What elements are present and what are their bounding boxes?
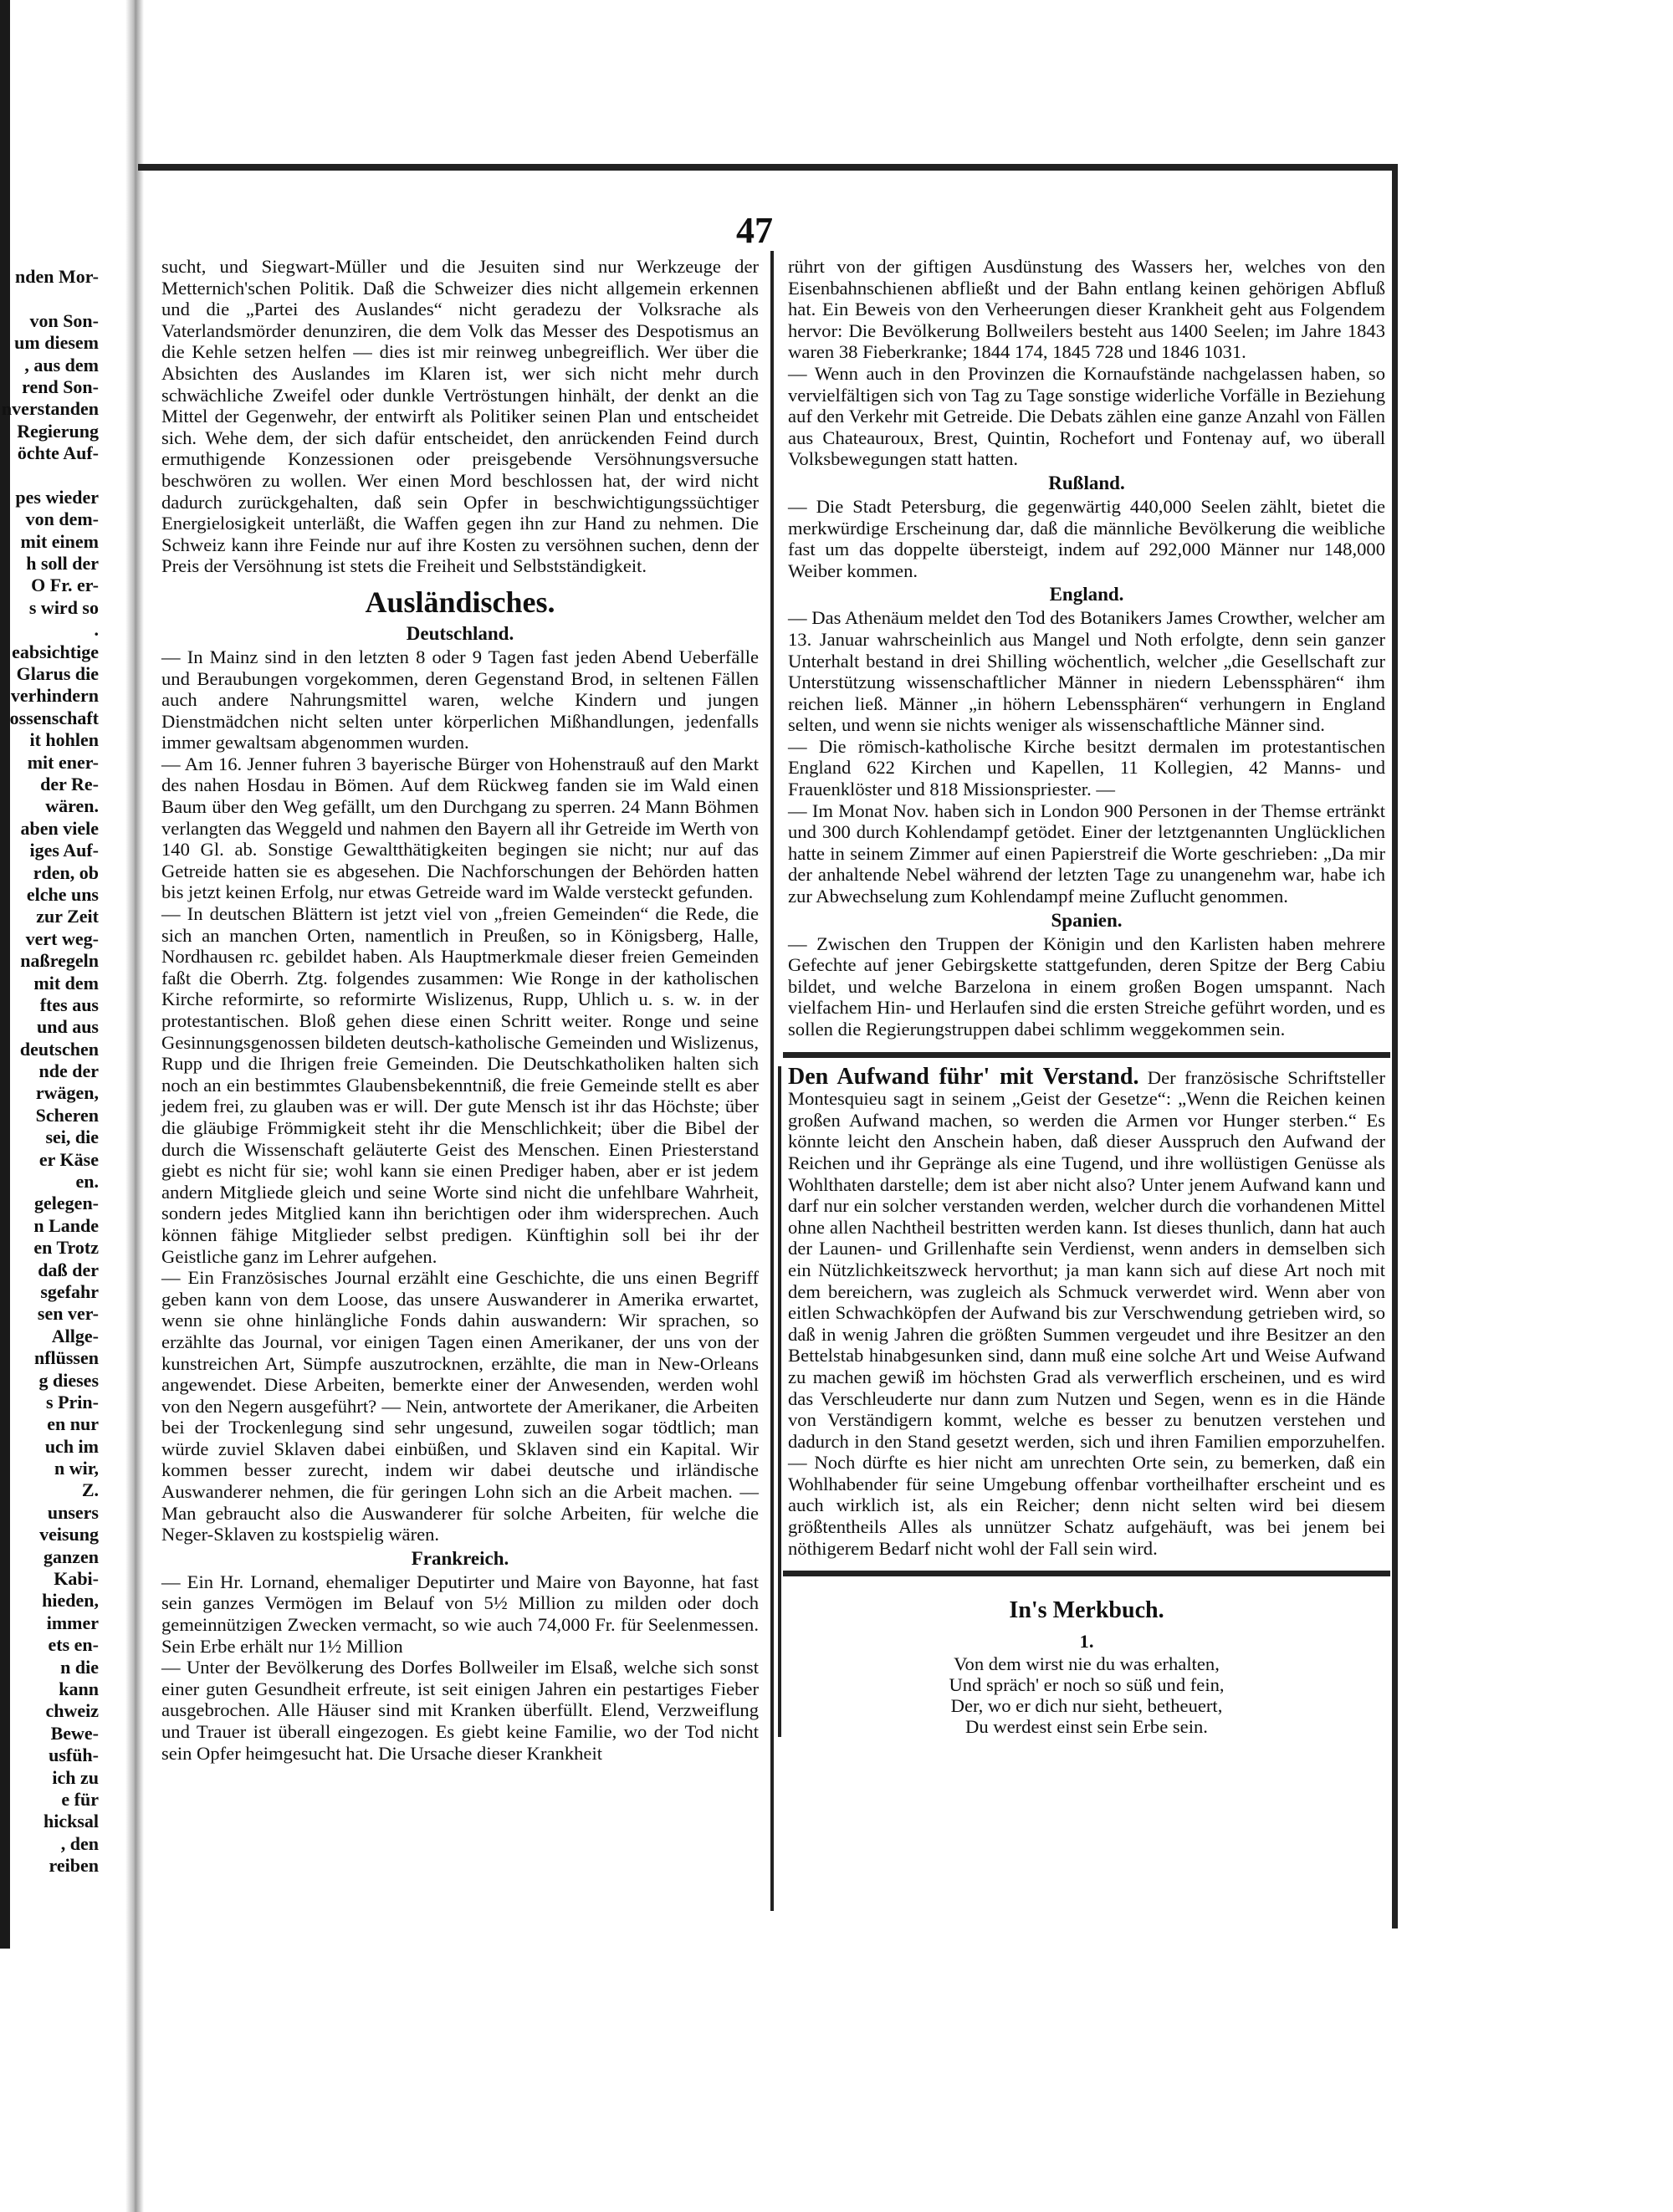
poem-line: Du werdest einst sein Erbe sein. [965,1716,1208,1738]
essay-box [778,1063,1385,1738]
column-rule [770,251,774,1911]
poem-title: In's Merkbuch. [1009,1597,1164,1624]
fragment-line [0,288,99,309]
article-paragraph: — Die Stadt Petersburg, die gegenwärtig 440,000 Seelen zählt, bietet die merkwürdige Erscheinung dar, daß die männliche Bevölkerung die weibliche fast um das doppelte übersteigt, indem auf 292,000 Männer nur 148,000 Weiber kommen. [788,495,1385,581]
page-gutter-shadow [125,0,144,2212]
fragment-line: pes wieder [15,486,99,508]
fragment-line: zur Zeit [36,906,99,927]
article-paragraph: — Die römisch-katholische Kirche besitzt dermalen im protestantischen England 622 Kirchen und Kapellen, 11 Kollegien, 42 Manns- und Frauenklöster und 818 Missionspriester. — [788,735,1385,800]
fragment-line: und aus [36,1016,99,1038]
fragment-line: deutschen [19,1038,99,1060]
fragment-line: reiben [49,1855,99,1877]
fragment-line: er Käse [38,1148,99,1170]
fragment-line: en nur [47,1413,99,1435]
intro-paragraph: sucht, und Siegwart-Müller und die Jesuiten sind nur Werkzeuge der Metternich'schen Politik. Daß die Schweizer dies nicht allgemein erkennen und die „Partei des Auslandes“ nicht geradezu der Volksrache als Vaterlandsmörder denunziren, die dem Volk das Messer des Despotismus an die Kehle setzen helfen — dies ist mir reinweg unbegreiflich. Wer über die Absichten des Auslandes im Klaren ist, wer sich nicht mehr durch schwächliche Zweifel oder dunkle Vertröstungen hinhält, der denkt an die Mittel der Gegenwehr, der entwirft als Politiker seinen Plan und entscheidet sich. Wehe dem, der sich dafür entscheidet, den anrückenden Feind durch ermuthigende Konzessionen oder preisgebende Versöhnungsversuche beschwören zu wollen. Wer einen Mord beschlossen hat, der wird nicht dadurch zurückgehalten, daß sein Opfer in beschwichtigungssüchtiger Energielosigkeit unterläßt, die Waffen gegen ihn zur Hand zu nehmen. Die Schweiz kann ihre Feinde nur auf ihre Kosten zu versöhnen suchen, denn der Preis der Versöhnung ist stets die Freiheit und Selbstständigkeit. [161,256,759,577]
fragment-line: eabsichtige [12,641,99,662]
fragment-line: rwägen, [35,1082,99,1104]
fragment-line: Kabi- [54,1568,99,1590]
poem-line: Von dem wirst nie du was erhalten, [954,1653,1220,1675]
fragment-line: nde der [38,1060,99,1082]
subheading-spain: Spanien. [1051,909,1123,931]
fragment-line: n die [60,1656,99,1678]
fragment-line: . [94,619,99,641]
article-paragraph: — Unter der Bevölkerung des Dorfes Bollweiler im Elsaß, welche sich sonst einer guten Gesundheit erfreute, ist seit einigen Jahren ein pestartiges Fieber ausgebrochen. Alle Häuser sind mit Kranken überfüllt. Elend, Verzweiflung und Trauer ist überall eingezogen. Es giebt keine Familie, wo der Tod nicht sein Opfer heimgesucht hat. Die Ursache dieser Krankheit [161,1657,759,1764]
fragment-line: s wird so [28,596,99,618]
fragment-line: um diesem [14,332,99,354]
fragment-line: kann [59,1678,99,1699]
article-paragraph: — Das Athenäum meldet den Tod des Botanikers James Crowther, welcher am 13. Januar wahrscheinlich aus Mangel und Noth erfolgte, denn sein ganzer Unterhalt bestand in drei Shilling wöchentlich, welcher „die Gesellschaft zur Unterstützung wissenschaftlicher Männer in niedern Lebenssphären“ ihm reichen ließ. Männer „in höhern Lebenssphären“ verhungern in England selten, und wenn sie nichts weniger als wissenschaftliche Männer sind. [788,607,1385,736]
fragment-line: , den [60,1832,99,1854]
fragment-line: von Son- [29,309,99,331]
fragment-line: sei, die [45,1126,99,1148]
section-heading: Ausländisches. [365,585,555,619]
fragment-line: Allge- [51,1325,99,1346]
article-paragraph: — In Mainz sind in den letzten 8 oder 9 Tagen fast jeden Abend Ueberfälle und Beraubungen vorgekommen, deren Gegenstand Brod, in seltenen Fällen auch andere Nahrungsmittel waren, welche Kindern und jungen Dienstmädchen nicht selten unter körperlichen Mißhandlungen, jedenfalls immer gewaltsam abgenommen wurden. [161,646,759,754]
fragment-line: h soll der [26,553,99,575]
fragment-line: sgefahr [40,1280,99,1302]
fragment-line: en Trotz [33,1237,99,1259]
page-top-border [138,164,1397,171]
fragment-line: veisung [39,1524,99,1545]
fragment-line: ich zu [52,1766,99,1788]
fragment-line: daß der [38,1259,99,1280]
russia-articles [788,496,1385,581]
spain-articles [788,933,1385,1040]
france-articles-continued [788,256,1385,470]
subheading-england: England. [1049,584,1124,605]
fragment-line: gelegen- [34,1193,99,1214]
fragment-line: Z. [81,1479,99,1501]
fragment-line: ganzen [43,1545,99,1567]
fragment-line: mit einem [20,530,99,552]
fragment-line: ets en- [48,1634,99,1656]
fragment-line: rden, ob [33,861,99,883]
fragment-line: Glarus die [16,663,99,685]
fragment-line: wären. [45,795,99,817]
fragment-line: en. [75,1171,99,1193]
right-column [788,256,1385,1737]
fragment-line: e für [61,1788,99,1810]
fragment-line: unsers [47,1501,99,1523]
fragment-line: verhindern [10,685,99,707]
middle-column [161,256,759,1764]
fragment-line: rend Son- [22,375,99,397]
article-paragraph: — Ein Hr. Lornand, ehemaliger Deputirter und Maire von Bayonne, hat fast sein ganzes Vermögen im Belauf von 5½ Million zu milden oder doch gemeinnützigen Zwecken vermacht, so wie auch 74,000 Fr. für Seelenmessen. Sein Erbe erhält nur 1½ Million [161,1571,759,1657]
poem [788,1597,1385,1738]
poem-line: Und spräch' er noch so süß und fein, [949,1674,1225,1696]
poem-number: 1. [1079,1631,1094,1653]
fragment-line: naßregeln [20,950,99,972]
fragment-line: nverstanden [1,398,99,420]
subheading-russia: Rußland. [1048,472,1125,493]
france-articles [161,1571,759,1764]
poem-line: Der, wo er dich nur sieht, betheuert, [950,1695,1223,1717]
fragment-line: usfüh- [49,1745,99,1766]
section-divider [783,1571,1390,1576]
fragment-line: Scheren [35,1104,99,1126]
subheading-france: Frankreich. [411,1547,509,1569]
fragment-line: von dem- [25,508,99,530]
fragment-line: aben viele [20,817,99,839]
previous-page-fragment [0,266,99,1877]
fragment-line: der Re- [40,773,99,794]
fragment-line: , aus dem [24,354,99,375]
fragment-line: ftes aus [39,994,99,1015]
page-right-border [1392,164,1398,1928]
fragment-line: öchte Auf- [17,442,99,464]
article-paragraph: — Zwischen den Truppen der Königin und den Karlisten haben mehrere Gefechte auf jener Gebirgskette stattgefunden, deren Spitze der Berg Cabiu bildet, und welche Barzelona in einem großen Bogen umspannt. Nach vielfachem Hin- und Herlaufen sind die ersten Streiche geführt worden, und es sollen die Regierungstruppen dabei schlimm weggekommen sein. [788,932,1385,1040]
fragment-line: nflüssen [33,1347,99,1369]
article-paragraph: — Im Monat Nov. haben sich in London 900 Personen in der Themse ertränkt und 300 durch Kohlendampf getödet. Einer der letztgenannten Unglücklichen hatte in seinem Zimmer auf einen Papierstreif die Worte geschrieben: „Da mir der anhaltende Nebel während der letzten Tage zu unangenehm war, habe ich zur Abwechselung zum Kohlendampf meine Zuflucht genommen. [788,799,1385,907]
article-paragraph: — Am 16. Jenner fuhren 3 bayerische Bürger von Hohenstrauß auf den Markt des nahen Hosdau in Bömen. Auf dem Rückweg fanden sie im Wald einen Baum über den Weg gefällt, um den Durchgang zu sperren. 24 Mann Böhmen verlangten das Weggeld und nahmen den Bayern all ihr Getreide im Werth von 140 Gl. ab. Sonstige Gewaltthätigkeiten begingen sie nicht; nur auf das Getreide hatten sie es abgesehen. Die Nachforschungen der Behörden hatten bis jetzt keinen Erfolg, nur etwas Getreide ward im Walde versteckt gefunden. [161,753,759,903]
fragment-line: uch im [44,1435,99,1457]
fragment-line: Bewe- [50,1722,99,1744]
fragment-line: mit ener- [27,751,99,773]
fragment-line: O Fr. er- [31,575,99,596]
article-paragraph: — Ein Französisches Journal erzählt eine Geschichte, die uns einen Begriff geben kann von dem Loose, das unsere Auswanderer in Amerika erwartet, wenn sie ohne hinlängliche Fonds dahin auswandern: Wir sprachen, so erzählte das Journal, vor einigen Tagen einen Amerikaner, der uns von der kunstreichen Art, Sümpfe auszutrocknen, erzählte, die man in New-Orleans angewendet. Diese Arbeiten, bemerkte einer der Anwesenden, werden wohl von den Negern ausgeführt? — Nein, antwortete der Amerikaner, die Arbeiten bei der Trockenlegung sind sehr ungesund, zuweilen sogar tödtlich; man würde zuviel Sklaven dabei einbüßen, und Sklaven sind ein Kapital. Wir kommen besser zurecht, indem wir dabei deutsche und irländische Auswanderer nehmen, die für geringen Lohn sich an die Arbeit machen. — Man gebraucht also die Auswanderer für solche Arbeiten, für welche die Neger-Sklaven zu kostspielig wären. [161,1267,759,1545]
fragment-line: hieden, [42,1590,99,1612]
germany-articles [161,646,759,1545]
fragment-line: iges Auf- [29,840,99,861]
fragment-line: sen ver- [37,1303,99,1325]
fragment-line: it hohlen [29,729,99,751]
fragment-line [0,465,99,487]
essay-body: Der französische Schriftsteller Montesquieu sagt in seinem „Geist der Gesetze“: „Wenn die Reichen keinen großen Aufwand machen, so werden die Armen vor Hunger sterben.“ Es könnte leicht den Anschein haben, daß dieser Ausspruch den Aufwand der Reichen und ihr Gepränge als eine Tugend, und ihre wollüstigen Genüsse als Wohlthaten darstelle; dem ist aber nicht also? Unter jenem Aufwand kann und darf nur ein solcher verstanden werden, welcher durch die vorhandenen Mittel ohne allen Nachtheil bestritten werden kann. Ist dieses thunlich, dann hat auch der Launen- und Grillenhafte sein Verdienst, wenn anders in demselben sich ein Nützlichkeitszweck hervorthut; ja man kann sich auf diese Art noch mit dem bereichern, was zugleich als Schmuck verwerdet wird. Wenn aber von eitlen Schwachköpfen der Aufwand bis zur Verschwendung getrieben wird, so daß in wenig Jahren die größten Summen vergeudet und ihre Besitzer an den Bettelstab hinabgesunken sind, dann muß eine solche Art und Weise Aufwand zu machen gewiß im höchsten Grad als verwerflich erscheinen, und es wird das Verschleuderte nur dann zum Nutzen und Segen, wenn es in die Hände von Verständigern kommt, welche es besser zu benutzen verstehen und dadurch in den Stand gesetzt werden, sich und ihren Familien emporzuhelfen. — Noch dürfte es hier nicht am unrechten Orte sein, zu bemerken, daß ein Wohlhabender für seine Umgebung offenbar vortheilhafter erscheint und es auch wirklich ist, als ein Reicher; denn nicht selten wird bei diesem größtentheils Alles als unnützer Schatz aufgehäuft, was bei jenem bei nöthigerem Bedarf nicht wohl der Fall sein wird. [788,1066,1385,1559]
fragment-line: Regierung [17,420,99,442]
fragment-line: n Lande [33,1214,99,1236]
fragment-line: ossenschaft [9,707,99,728]
section-divider [783,1052,1390,1058]
fragment-line: g dieses [38,1369,99,1391]
fragment-line: nden Mor- [14,266,99,287]
subheading-germany: Deutschland. [406,622,514,644]
article-paragraph: rührt von der giftigen Ausdünstung des Wassers her, welches von den Eisenbahnschienen abfließt und der Bahn entlang keinen gehörigen Abfluß hat. Ein Beweis von den Verheerungen dieser Krankheit geht aus Folgendem hervor: Die Bevölkerung Bollweilers besteht aus 1400 Seelen; im Jahre 1843 waren 38 Fieberkranke; 1844 174, 1845 728 und 1846 1031. [788,256,1385,363]
england-articles [788,607,1385,907]
fragment-line: elche uns [26,883,99,905]
essay-title: Den Aufwand führ' mit Verstand. [788,1063,1139,1090]
poem-lines [788,1653,1385,1737]
fragment-line: immer [46,1612,99,1633]
fragment-line: vert weg- [25,927,99,949]
fragment-line: chweiz [45,1700,99,1722]
article-paragraph: — Wenn auch in den Provinzen die Kornaufstände nachgelassen haben, so vervielfältigen sich von Tag zu Tage sonstige widerliche Vorfälle in Beziehung auf den Verkehr mit Getreide. Die Debats zählen eine ganze Anzahl von Fällen aus Chateauroux, Brest, Quintin, Rochefort und Fontenay auf, wo überall Volksbewegungen statt hatten. [788,362,1385,470]
page-number: 47 [736,210,773,251]
fragment-line: n wir, [54,1458,99,1479]
article-paragraph: — In deutschen Blättern ist jetzt viel von „freien Gemeinden“ die Rede, die sich an manchen Orten, namentlich in Preußen, so in Königsberg, Halle, Nordhausen rc. gebildet haben. Als Hauptmerkmale dieser freien Gemeinden faßt die Oberrh. Ztg. folgendes zusammen: Wie Ronge in der katholischen Kirche reformirte, so reformirte Wislizenus, Rupp, Uhlich u. s. w. in der protestantischen. Bloß gehen diese einen Schritt weiter. Ronge und seine Gesinnungsgenossen bildeten deutsch-katholische Gemeinden und Wislizenus, Rupp und die Ihrigen freie Gemeinden. Die Deutschkatholiken halten sich noch an ein bestimmtes Glaubensbekenntniß, die freie Gemeinde stellt es aber jedem frei, zu glauben was er will. Der gute Mensch ist ihr das Höchste; über die gläubige Frömmigkeit steht ihr die Menschlichkeit; über die Bibel der durch die Wissenschaft geläuterte Geist des Menschen. Einen Priesterstand giebt es nicht für sie; wohl kann sie einen Prediger haben, aber er ist jedem andern Mitgliede gleich und seine Worte sind nicht die unfehlbare Wahrheit, sondern jedes Mitglied kann ihn berichtigen oder ihm widersprechen. Auch können fähige Mitglieder selbst predigen. Künftighin soll bei ihr der Geistliche ganz im Lehrer aufgehen. [161,903,759,1267]
essay [788,1063,1385,1560]
fragment-line: s Prin- [46,1391,99,1413]
fragment-line: hicksal [43,1811,99,1832]
fragment-line: mit dem [33,972,99,994]
